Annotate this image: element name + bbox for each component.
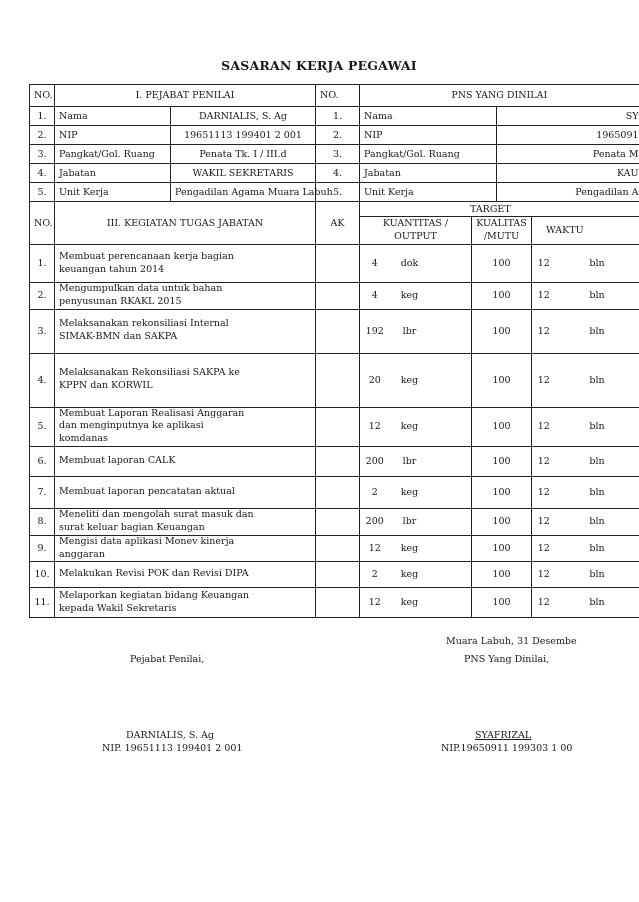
task-row (30, 353, 639, 407)
task-time: 12 (532, 509, 556, 536)
task-quantity-unit: keg (390, 477, 430, 509)
task-time-unit: bln (556, 588, 639, 618)
task-quality: 100 (472, 353, 532, 407)
quality-header: KUALITAS /MUTU (472, 217, 532, 245)
header-row (30, 85, 639, 107)
no-header: NO. (30, 202, 55, 245)
task-quantity-unit: keg (390, 588, 430, 618)
left-field-value: DARNIALIS, S. Ag (171, 107, 316, 126)
task-number: 7. (30, 477, 55, 509)
task-activity: Membuat Laporan Realisasi Anggaran dan menginputnya ke aplikasi komdanas (55, 407, 316, 446)
task-quantity-spacer (430, 535, 472, 562)
task-time: 12 (532, 477, 556, 509)
task-number: 6. (30, 447, 55, 477)
identity-row (30, 164, 639, 183)
task-time: 12 (532, 588, 556, 618)
task-row (30, 509, 639, 536)
task-ak (316, 562, 360, 588)
task-quantity-unit: lbr (390, 447, 430, 477)
right-signer-role: PNS Yang Dinilai, (464, 654, 550, 665)
task-ak (316, 353, 360, 407)
identity-row (30, 107, 639, 126)
task-row (30, 283, 639, 310)
task-time: 12 (532, 309, 556, 353)
task-time: 12 (532, 407, 556, 446)
task-ak (316, 509, 360, 536)
row-number: 1. (316, 107, 360, 126)
right-signer-nip: NIP.19650911 199303 1 00 (441, 743, 573, 754)
task-activity: Membuat laporan CALK (55, 447, 316, 477)
ak-header: AK (316, 202, 360, 245)
row-number: 4. (316, 164, 360, 183)
task-quantity: 192 (360, 309, 390, 353)
field-label: Unit Kerja (360, 183, 497, 202)
tasks-header-row (30, 202, 639, 217)
right-field-value: Pengadilan A (497, 183, 639, 202)
task-quality: 100 (472, 509, 532, 536)
task-number: 2. (30, 283, 55, 310)
row-number: 5. (30, 183, 55, 202)
task-quality: 100 (472, 283, 532, 310)
field-label: Jabatan (55, 164, 171, 183)
task-activity: Melaksanakan rekonsiliasi Internal SIMAK-BMN dan SAKPA (55, 309, 316, 353)
task-ak (316, 588, 360, 618)
task-quality: 100 (472, 477, 532, 509)
task-row (30, 245, 639, 283)
identity-row (30, 145, 639, 164)
task-ak (316, 245, 360, 283)
task-ak (316, 407, 360, 446)
right-signer-name: SYAFRIZAL (475, 730, 532, 741)
task-quantity-spacer (430, 245, 472, 283)
task-number: 3. (30, 309, 55, 353)
task-time-unit: bln (556, 535, 639, 562)
task-quality: 100 (472, 245, 532, 283)
task-time-unit: bln (556, 283, 639, 310)
task-time: 12 (532, 353, 556, 407)
left-section-title: I. PEJABAT PENILAI (55, 85, 316, 107)
no-header: NO. (316, 85, 360, 107)
task-activity: Melakukan Revisi POK dan Revisi DIPA (55, 562, 316, 588)
task-quantity: 2 (360, 477, 390, 509)
task-quantity-spacer (430, 283, 472, 310)
row-number: 3. (30, 145, 55, 164)
task-quantity-spacer (430, 309, 472, 353)
task-quantity: 12 (360, 588, 390, 618)
right-field-value: SY (497, 107, 639, 126)
task-ak (316, 447, 360, 477)
left-field-value: WAKIL SEKRETARIS (171, 164, 316, 183)
left-signer-role: Pejabat Penilai, (130, 654, 205, 665)
quantity-header: KUANTITAS / OUTPUT (360, 217, 472, 245)
task-quality: 100 (472, 407, 532, 446)
row-number: 1. (30, 107, 55, 126)
task-number: 1. (30, 245, 55, 283)
task-quantity-unit: keg (390, 562, 430, 588)
identity-row (30, 183, 639, 202)
task-quantity: 200 (360, 447, 390, 477)
task-quantity-unit: keg (390, 535, 430, 562)
task-number: 5. (30, 407, 55, 446)
field-label: Nama (360, 107, 497, 126)
right-field-value: 1965091 (497, 126, 639, 145)
task-row (30, 309, 639, 353)
task-activity: Melaporkan kegiatan bidang Keuangan kepada Wakil Sekretaris (55, 588, 316, 618)
place-date: Muara Labuh, 31 Desembe (446, 636, 577, 647)
activity-header: III. KEGIATAN TUGAS JABATAN (55, 202, 316, 245)
task-number: 10. (30, 562, 55, 588)
task-quantity-spacer (430, 353, 472, 407)
task-quality: 100 (472, 447, 532, 477)
left-field-value: Pengadilan Agama Muara Labuh (171, 183, 316, 202)
task-quantity: 12 (360, 535, 390, 562)
task-quantity: 2 (360, 562, 390, 588)
task-quantity-spacer (430, 562, 472, 588)
task-time-unit: bln (556, 509, 639, 536)
row-number: 2. (30, 126, 55, 145)
task-quantity-spacer (430, 477, 472, 509)
task-number: 4. (30, 353, 55, 407)
task-row (30, 535, 639, 562)
task-time: 12 (532, 283, 556, 310)
task-activity: Mengisi data aplikasi Monev kinerja anggaran (55, 535, 316, 562)
left-field-value: 19651113 199401 2 001 (171, 126, 316, 145)
skp-table (29, 84, 639, 618)
task-number: 11. (30, 588, 55, 618)
task-quantity-unit: lbr (390, 509, 430, 536)
field-label: Jabatan (360, 164, 497, 183)
task-time-unit: bln (556, 245, 639, 283)
task-time-unit: bln (556, 447, 639, 477)
task-activity: Membuat perencanaan kerja bagian keuangan tahun 2014 (55, 245, 316, 283)
task-ak (316, 535, 360, 562)
task-quantity-spacer (430, 509, 472, 536)
task-quantity-unit: keg (390, 353, 430, 407)
row-number: 5. (316, 183, 360, 202)
right-section-title: PNS YANG DINILAI (360, 85, 639, 107)
task-quantity-unit: keg (390, 407, 430, 446)
identity-row (30, 126, 639, 145)
task-row (30, 562, 639, 588)
field-label: NIP (55, 126, 171, 145)
right-field-value: Penata M (497, 145, 639, 164)
task-time-unit: bln (556, 477, 639, 509)
task-ak (316, 477, 360, 509)
task-time-unit: bln (556, 562, 639, 588)
row-number: 3. (316, 145, 360, 164)
left-signer-name: DARNIALIS, S. Ag (126, 730, 214, 741)
task-quantity-unit: lbr (390, 309, 430, 353)
task-row (30, 447, 639, 477)
task-row (30, 407, 639, 446)
task-quantity-spacer (430, 588, 472, 618)
left-field-value: Penata Tk. I / III.d (171, 145, 316, 164)
task-activity: Mengumpulkan data untuk bahan penyusunan RKAKL 2015 (55, 283, 316, 310)
task-time: 12 (532, 245, 556, 283)
task-row (30, 588, 639, 618)
right-field-value: KAU (497, 164, 639, 183)
task-number: 9. (30, 535, 55, 562)
task-activity: Melaksanakan Rekonsiliasi SAKPA ke KPPN dan KORWIL (55, 353, 316, 407)
task-row (30, 477, 639, 509)
field-label: Nama (55, 107, 171, 126)
task-quality: 100 (472, 309, 532, 353)
task-time-unit: bln (556, 353, 639, 407)
task-ak (316, 309, 360, 353)
task-time: 12 (532, 447, 556, 477)
left-signer-nip: NIP. 19651113 199401 2 001 (102, 743, 243, 754)
task-quantity: 4 (360, 245, 390, 283)
task-activity: Membuat laporan pencatatan aktual (55, 477, 316, 509)
task-quantity-spacer (430, 447, 472, 477)
row-number: 4. (30, 164, 55, 183)
field-label: Pangkat/Gol. Ruang (55, 145, 171, 164)
document-title: SASARAN KERJA PEGAWAI (221, 58, 417, 73)
task-ak (316, 283, 360, 310)
task-quantity: 4 (360, 283, 390, 310)
task-time: 12 (532, 562, 556, 588)
task-quantity: 20 (360, 353, 390, 407)
field-label: NIP (360, 126, 497, 145)
no-header: NO. (30, 85, 55, 107)
task-quantity-unit: dok (390, 245, 430, 283)
task-time: 12 (532, 535, 556, 562)
task-activity: Meneliti dan mengolah surat masuk dan surat keluar bagian Keuangan (55, 509, 316, 536)
time-header: WAKTU (532, 217, 639, 245)
task-number: 8. (30, 509, 55, 536)
field-label: Pangkat/Gol. Ruang (360, 145, 497, 164)
task-time-unit: bln (556, 309, 639, 353)
task-quantity-spacer (430, 407, 472, 446)
task-quality: 100 (472, 535, 532, 562)
target-header: TARGET (360, 202, 639, 217)
task-quality: 100 (472, 562, 532, 588)
row-number: 2. (316, 126, 360, 145)
task-time-unit: bln (556, 407, 639, 446)
task-quantity: 12 (360, 407, 390, 446)
field-label: Unit Kerja (55, 183, 171, 202)
task-quantity-unit: keg (390, 283, 430, 310)
task-quantity: 200 (360, 509, 390, 536)
task-quality: 100 (472, 588, 532, 618)
